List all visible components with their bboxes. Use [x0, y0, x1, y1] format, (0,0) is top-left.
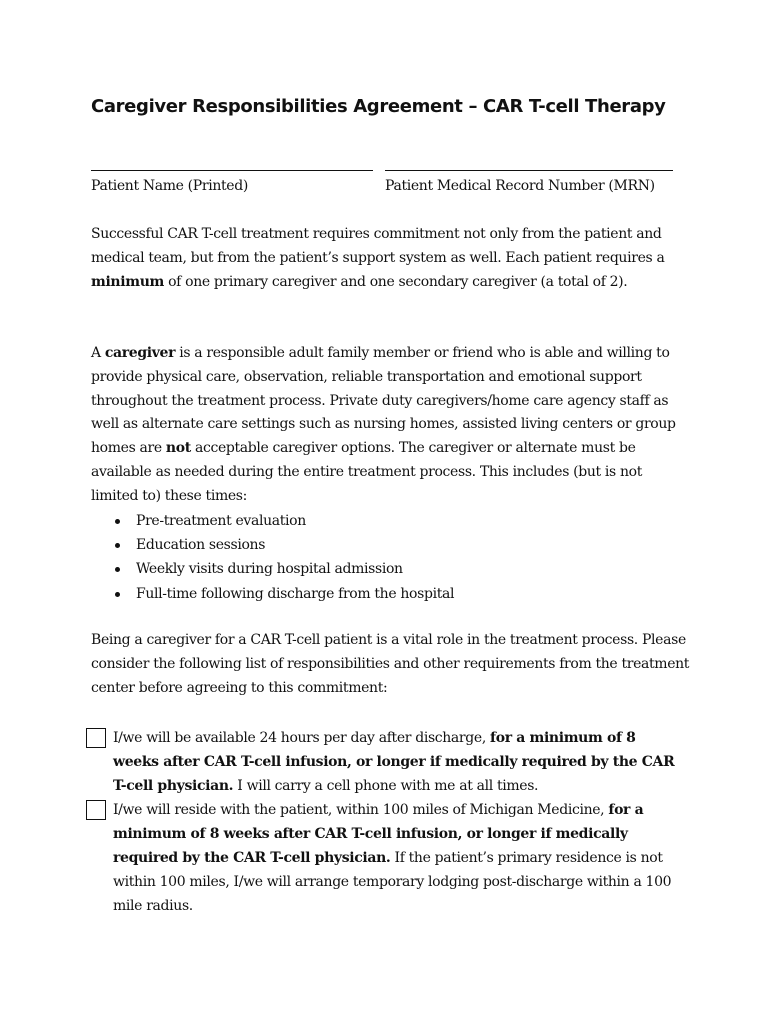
bullet-icon — [115, 519, 120, 524]
document-title: Caregiver Responsibilities Agreement – CAR T-cell Therapy — [91, 96, 666, 117]
required-times-list — [91, 509, 454, 606]
bullet-icon — [115, 592, 120, 597]
patient-mrn-field[interactable] — [385, 158, 673, 195]
patient-name-line — [91, 158, 373, 171]
patient-mrn-line — [385, 158, 673, 171]
bullet-icon — [115, 567, 120, 572]
intro-paragraph: Successful CAR T-cell treatment requires commitment not only from the patient and medical team, but from the patient’s support system as well. Each patient requires a minimum of one primary caregiver and one secondary caregiver (a total of 2). — [91, 226, 665, 290]
availability-checkbox[interactable] — [86, 728, 106, 748]
availability-text: I/we will be available 24 hours per day after discharge, for a minimum of 8 weeks after CAR T-cell infusion, or longer if medically required by the CAR T-cell physician. I will carry a cell phone with me at all times. — [113, 730, 675, 794]
patient-mrn-label: Patient Medical Record Number (MRN) — [385, 178, 655, 194]
consider-paragraph: Being a caregiver for a CAR T-cell patient is a vital role in the treatment process. Please consider the following list of responsibilities and other requirements from the treatment center before agreeing to this commitment: — [91, 632, 690, 696]
patient-name-label: Patient Name (Printed) — [91, 178, 248, 194]
residence-checkbox[interactable] — [86, 800, 106, 820]
bullet-icon — [115, 543, 120, 548]
patient-name-field[interactable] — [91, 158, 373, 195]
list-item: Weekly visits during hospital admission — [91, 557, 454, 581]
patient-info-fields — [91, 158, 691, 198]
residence-text: I/we will reside with the patient, within 100 miles of Michigan Medicine, for a minimum of 8 weeks after CAR T-cell infusion, or longer if medically required by the CAR T-cell physician. If the patient’s primary residence is not within 100 miles, I/we will arrange temporary lodging post-discharge within a 100 mile radius. — [113, 802, 672, 914]
list-item: Full-time following discharge from the hospital — [91, 582, 454, 606]
caregiver-definition-paragraph: A caregiver is a responsible adult family member or friend who is able and willing to provide physical care, observation, reliable transportation and emotional support throughout the treatment process. Private duty caregivers/home care agency staff as well as alternate care settings such as nursing homes, assisted living centers or group homes are not acceptable caregiver options. The caregiver or alternate must be available as needed during the entire treatment process. This includes (but is not limited to) these times: — [91, 345, 676, 504]
list-item: Education sessions — [91, 533, 454, 557]
list-item: Pre-treatment evaluation — [91, 509, 454, 533]
